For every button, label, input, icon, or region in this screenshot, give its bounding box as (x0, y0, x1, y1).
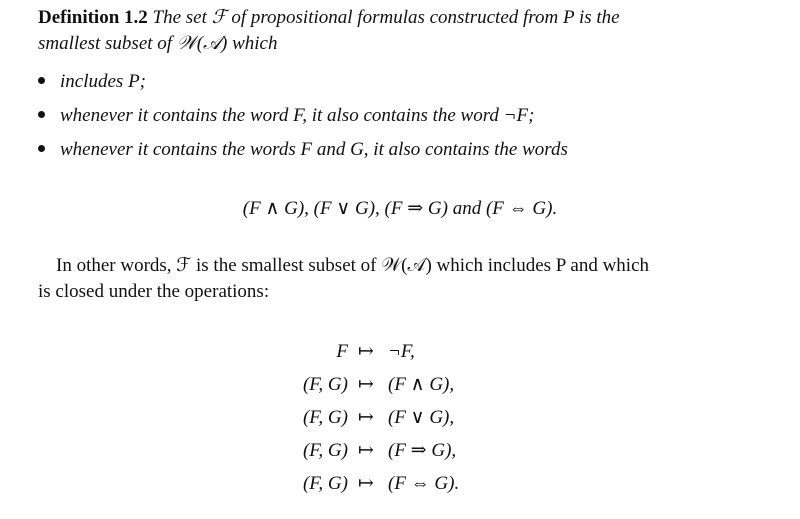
bullet-text: includes P; (60, 71, 147, 92)
definition-text-line-2: smallest subset of 𝒲(𝒜) which (38, 33, 278, 54)
bullet-item-1 (38, 70, 146, 94)
bullet-dot-icon (38, 77, 45, 84)
paragraph-line-2: is closed under the operations: (38, 281, 270, 302)
maps-to-icon: ↦ (358, 440, 374, 461)
bullet-text: whenever it contains the word F, it also contains the word ¬F; (60, 105, 535, 126)
connective-formulas: (F ∧ G), (F ∨ G), (F ⇒ G) and (F ⇔ G). (242, 198, 558, 219)
operation-lhs: (F, G) (302, 440, 348, 461)
definition-label: Definition 1.2 (38, 7, 148, 28)
maps-to-icon: ↦ (358, 473, 374, 494)
definition-heading (38, 6, 620, 30)
bullet-text: whenever it contains the words F and G, it also contains the words (60, 139, 568, 160)
operation-rhs: ¬F, (388, 341, 415, 362)
operation-rhs: (F ∨ G), (388, 407, 455, 428)
maps-to-icon: ↦ (358, 374, 374, 395)
bullet-item-2 (38, 104, 534, 128)
operation-rhs: (F ∧ G), (388, 374, 455, 395)
bullet-dot-icon (38, 111, 45, 118)
bullet-dot-icon (38, 145, 45, 152)
operation-rhs: (F ⇔ G). (388, 473, 460, 494)
paragraph-line-1: In other words, ℱ is the smallest subset of 𝒲(𝒜) which includes P and which (56, 255, 649, 276)
operation-lhs: (F, G) (302, 473, 348, 494)
operation-rhs: (F ⇒ G), (388, 440, 457, 461)
operation-lhs: (F, G) (302, 407, 348, 428)
maps-to-icon: ↦ (358, 407, 374, 428)
bullet-item-3 (38, 138, 568, 162)
operation-lhs: (F, G) (302, 374, 348, 395)
definition-text-line-1: The set ℱ of propositional formulas constructed from P is the (152, 7, 620, 28)
maps-to-icon: ↦ (358, 341, 374, 362)
operation-lhs: F (336, 341, 348, 362)
